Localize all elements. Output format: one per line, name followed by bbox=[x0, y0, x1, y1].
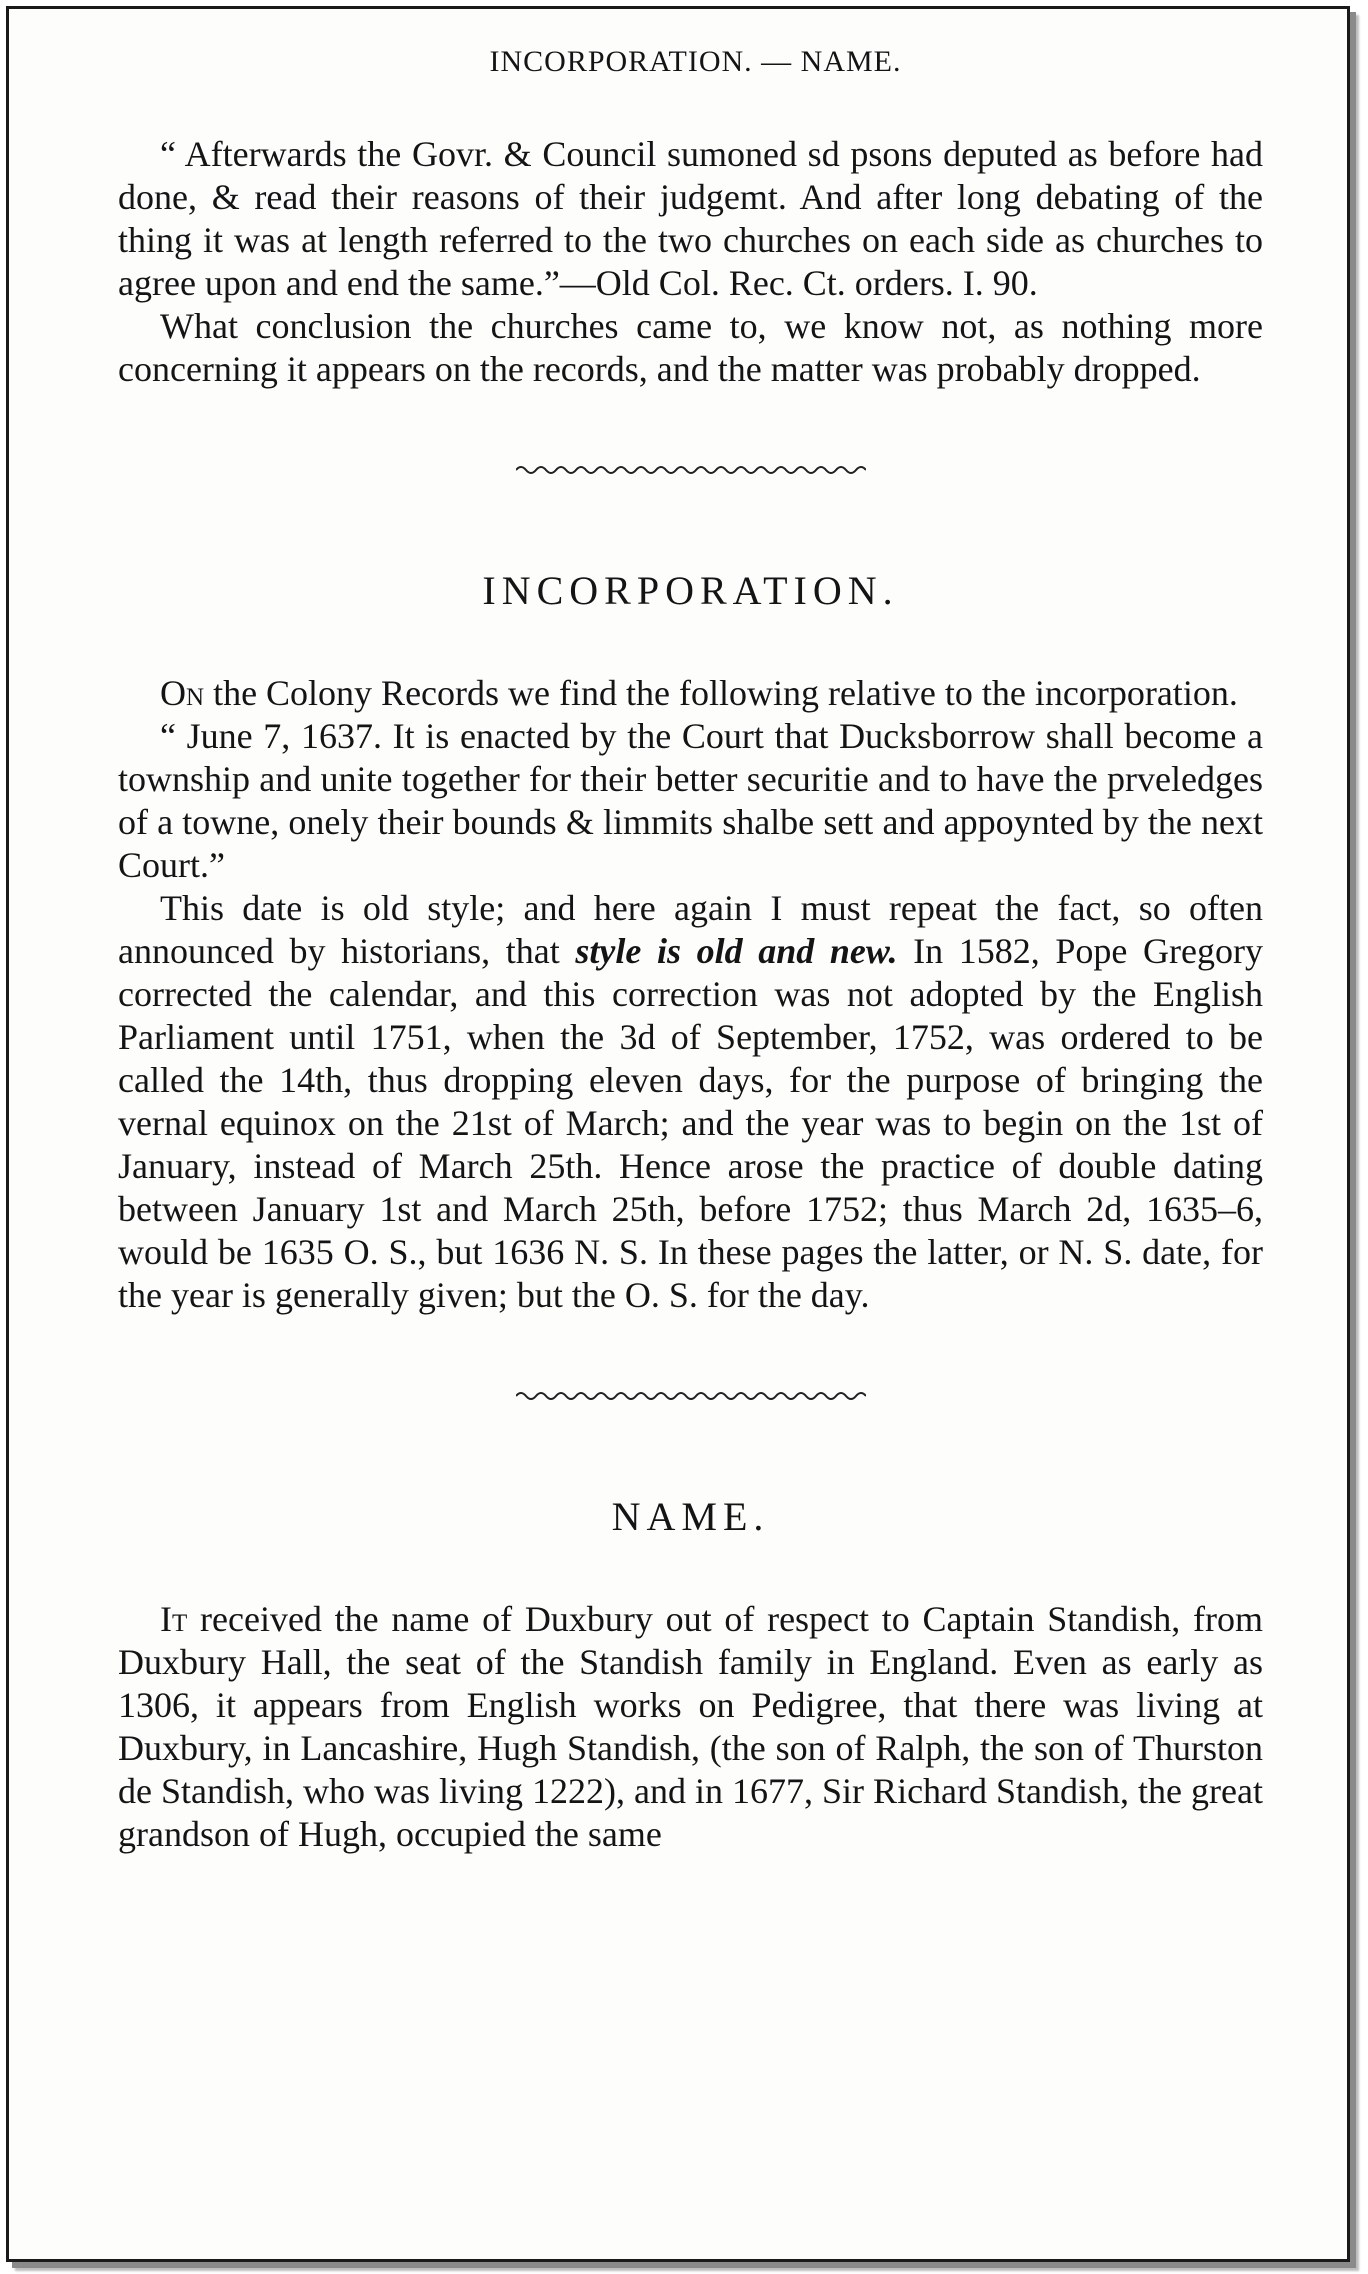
ornament-divider-2 bbox=[516, 1387, 866, 1405]
name-rest: received the name of Duxbury out of respect to Captain Standish, from Duxbury Hall, the seat of the Standish family in England. Even as early as 1306, it appears from English works on Pedigree, that there was living at Duxbury, in Lancashire, Hugh Standish, (the son of Ralph, the son of Thurston de Standish, who was living 1222), and in 1677, Sir Richard Standish, the great grandson of Hugh, occupied the same bbox=[118, 1599, 1263, 1854]
incorporation-intro bbox=[118, 672, 1263, 715]
running-head: INCORPORATION. — NAME. bbox=[489, 45, 902, 78]
top-paragraph-quote: “ Afterwards the Govr. & Council sumoned sd psons deputed as before had done, & read their reasons of their judgemt. And after long debating of the thing it was at length referred to the two churches on each side as churches to agree upon and end the same.”—Old Col. Rec. Ct. orders. I. 90. bbox=[118, 134, 1263, 303]
top-paragraph-conclusion: What conclusion the churches came to, we know not, as nothing more concerning it appears on the records, and the matter was probably dropped. bbox=[118, 306, 1263, 389]
ornament-divider bbox=[516, 461, 866, 479]
style-text-before: This date is old style; and here again I must repeat the fact, so often announced by historians, that bbox=[118, 888, 1263, 971]
name-first-word: It bbox=[160, 1599, 188, 1639]
incorporation-quote: “ June 7, 1637. It is enacted by the Court that Ducksborrow shall become a township and unite together for their better securitie and to have the prveledges of a towne, onely their bounds & limmits shalbe sett and appoynted by the next Court.” bbox=[118, 716, 1263, 885]
old-style-paragraph bbox=[118, 887, 1263, 1317]
name-paragraph bbox=[118, 1598, 1263, 1856]
name-heading: NAME. bbox=[611, 1494, 770, 1539]
book-page bbox=[118, 40, 1263, 1856]
style-italic-phrase: style is old and new. bbox=[575, 931, 898, 971]
incorporation-heading: INCORPORATION. bbox=[482, 568, 899, 613]
intro-rest: the Colony Records we find the following relative to the incorporation. bbox=[204, 673, 1238, 713]
intro-first-word: On bbox=[160, 673, 205, 713]
style-text-after: In 1582, Pope Gregory corrected the calendar, and this correction was not adopted by the English Parliament until 1751, when the 3d of September, 1752, was ordered to be called the 14th, thus dropping eleven days, for the purpose of bringing the vernal equinox on the 21st of March; and the year was to begin on the 1st of January, instead of March 25th. Hence arose the practice of double dating between January 1st and March 25th, before 1752; thus March 2d, 1635–6, would be 1635 O. S., but 1636 N. S. In these pages the latter, or N. S. date, for the year is generally given; but the O. S. for the day. bbox=[118, 931, 1263, 1315]
